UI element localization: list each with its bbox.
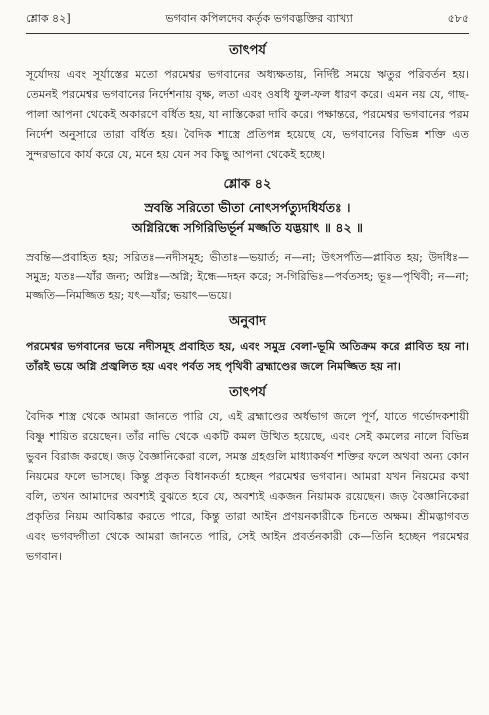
translation-heading: অনুবাদ (229, 314, 266, 329)
header-chapter-title: ভগবান কপিলদেব কর্তৃক ভগবদ্ভক্তির ব্যাখ্যা (165, 12, 353, 25)
page-header (26, 10, 469, 34)
purport-heading-2: তাৎপর্য (229, 385, 266, 400)
header-verse-ref: শ্লোক ৪২] (26, 12, 71, 25)
verse-line-1: স্রবন্তি সরিতো ভীতা নোৎসর্পত্যুদধির্যতঃ । (144, 200, 351, 215)
purport-paragraph: সূর্যোদয় এবং সূর্যাস্তের মতো পরমেশ্বর ভগবানের অধ্যক্ষতায়, নির্দিষ্ট সময়ে ঋতুর পরিবর্তন হয়। তেমনই পরমেশ্বর ভগবানের নির্দেশনায় বৃক্ষ, লতা এবং ওষধি ফুল-ফল ধারণ করে। এমন নয় যে, গাছ-পালা আপনা থেকেই অকারণে বর্ধিত হয়, যা নাস্তিকেরা দাবি করে। পক্ষান্তরে, পরমেশ্বর ভগবানের পরম নির্দেশ অনুসারে তারা বর্ধিত হয়। বৈদিক শাস্ত্রে প্রতিপন্ন হয়েছে যে, ভগবানের বিভিন্ন শক্তি এত সুন্দরভাবে কার্য করে যে, মনে হয় যেন সব কিছু আপনা থেকেই হচ্ছে। (26, 68, 469, 161)
verse-line-2: অগ্নিরিন্ধে সগিরিভির্ভূর্ন মজ্জতি যদ্ভয়াৎ ॥ ৪২ ॥ (131, 220, 363, 235)
purport-paragraph-2: বৈদিক শাস্ত্র থেকে আমরা জানতে পারি যে, এই ব্রহ্মাণ্ডের অর্ধভাগ জলে পূর্ণ, যাতে গর্ভোদকশায়ী বিষ্ণু শায়িত রয়েছেন। তাঁর নাভি থেকে একটি কমল উত্থিত হয়েছে, এবং সেই কমলের নালে বিভিন্ন ভুবন বিরাজ করছে। জড় বৈজ্ঞানিকেরা বলে, সমস্ত গ্রহগুলি মাধ্যাকর্ষণ শক্তির ফলে অথবা অন্য কোন নিয়মের ফলে ভাসছে। কিন্তু প্রকৃত বিধানকর্তা হচ্ছেন পরমেশ্বর ভগবান। আমরা যখন নিয়মের কথা বলি, তখন আমাদের অবশ্যই বুঝতে হবে যে, অবশ্যই একজন নিয়ামক রয়েছেন। জড় বৈজ্ঞানিকেরা প্রকৃতির নিয়ম আবিষ্কার করতে পারে, কিন্তু তারা আইন প্রণয়নকারীকে চিনতে অক্ষম। শ্রীমদ্ভাগবত এবং ভগবদ্গীতা থেকে আমরা জানতে পারি, সেই আইন প্রবর্তনকারী কে—তিনি হচ্ছেন পরমেশ্বর ভগবান। (26, 410, 469, 563)
word-meanings: স্রবন্তি—প্রবাহিত হয়; সরিতঃ—নদীসমূহ; ভীতাঃ—ভয়ার্ত; ন—না; উৎসর্পতি—প্লাবিত হয়; উদধিঃ—সমুদ্র; যতঃ—যাঁর জন্য; অগ্নিঃ—অগ্নি; ইন্ধে—দহন করে; স-গিরিভিঃ—পর্বতসহ; ভূঃ—পৃথিবী; ন—না; মজ্জতি—নিমজ্জিত হয়; যৎ—যাঁর; ভয়াৎ—ভয়ে। (26, 251, 469, 302)
verse-title: শ্লোক ৪২ (223, 177, 272, 192)
page-number: ৫৮৫ (447, 12, 469, 25)
purport-heading: তাৎপর্য (229, 43, 266, 58)
translation-text: পরমেশ্বর ভগবানের ভয়ে নদীসমূহ প্রবাহিত হয়, এবং সমুদ্র বেলা-ভূমি অতিক্রম করে প্লাবিত হয় না। তাঁরই ভয়ে অগ্নি প্রজ্বলিত হয় এবং পর্বত সহ পৃথিবী ব্রহ্মাণ্ডের জলে নিমজ্জিত হয় না। (26, 339, 469, 373)
